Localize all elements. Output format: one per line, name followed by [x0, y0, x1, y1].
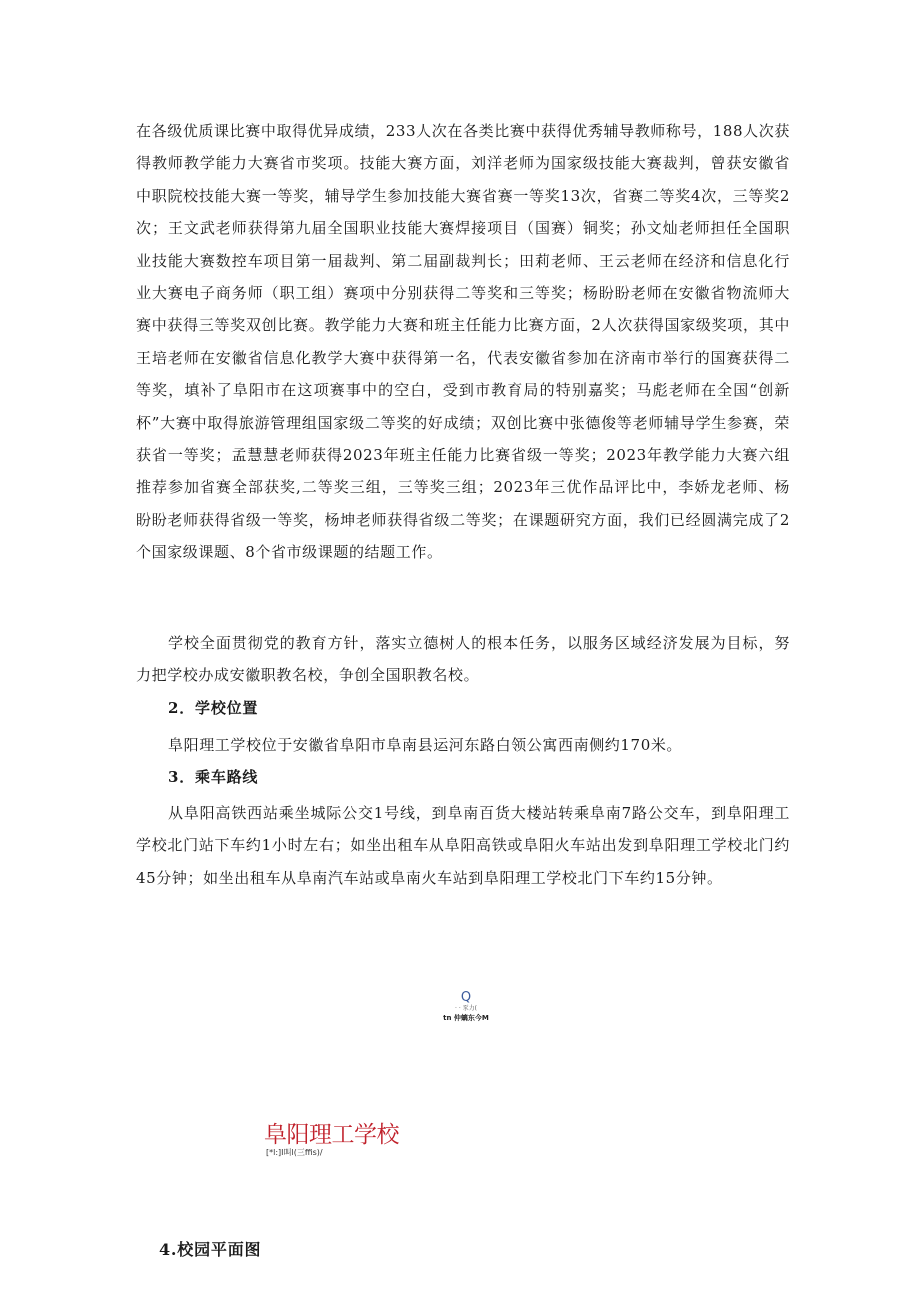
bus-route-paragraph: 从阜阳高铁西站乘坐城际公交1号线，到阜南百货大楼站转乘阜南7路公交车，到阜阳理工学校北门站下车约1小时左右；如坐出租车从阜阳高铁或阜阳火车站出发到阜阳理工学校北门约45分钟；如坐出租车从阜南汽车站或阜南火车站到阜阳理工学校北门下车约15分钟。 — [136, 804, 790, 887]
map-marker-label-top: · · 豕力( — [455, 1005, 477, 1012]
awards-paragraph: 在各级优质课比赛中取得优异成绩，233人次在各类比赛中获得优秀辅导教师称号，188人次获得教师教学能力大赛省市奖项。技能大赛方面，刘洋老师为国家级技能大赛裁判，曾获安徽省中职院校技能大赛一等奖，辅导学生参加技能大赛省赛一等奖13次，省赛二等奖4次，三等奖2次；王文武老师获得第九届全国职业技能大赛焊接项目（国赛）铜奖；孙文灿老师担任全国职业技能大赛数控车项目第一届裁判、第二届副裁判长；田莉老师、王云老师在经济和信息化行业大赛电子商务师（职工组）赛项中分别获得二等奖和三等奖；杨盼盼老师在安徽省物流师大赛中获得三等奖双创比赛。教学能力大赛和班主任能力比赛方面，2人次获得国家级奖项，其中王培老师在安徽省信息化教学大赛中获得第一名，代表安徽省参加在济南市举行的国赛获得二等奖，填补了阜阳市在这项赛事中的空白，受到市教育局的特别嘉奖；马彪老师在全国“创新杯”大赛中取得旅游管理组国家级二等奖的好成绩；双创比赛中张德俊等老师辅导学生参赛，荣获省一等奖；孟慧慧老师获得2023年班主任能力比赛省级一等奖；2023年教学能力大赛六组推荐参加省赛全部获奖,二等奖三组，三等奖三组；2023年三优作品评比中，李娇龙老师、杨盼盼老师获得省级一等奖，杨坤老师获得省级二等奖；在课题研究方面，我们已经圆满完成了2个国家级课题、8个省市级课题的结题工作。 — [136, 122, 790, 562]
map-marker-label-bottom: tn 仲螭东今M — [443, 1014, 489, 1022]
bus-route-heading: 3．乘车路线 — [168, 768, 259, 786]
campus-map-heading: 4.校园平面图 — [159, 1240, 262, 1259]
map-marker — [436, 990, 496, 1023]
mission-paragraph: 学校全面贯彻党的教育方针，落实立德树人的根本任务，以服务区域经济发展为目标，努力把学校办成安徽职教名校，争创全国职教名校。 — [136, 634, 790, 685]
map-pin-icon: Q — [460, 990, 472, 1005]
school-logo-subtitle: [*l:]I叫l(三ffis)/ — [266, 1148, 323, 1157]
school-logo-title: 阜阳理工学校 — [264, 1122, 399, 1148]
school-location-heading: 2．学校位置 — [168, 699, 259, 717]
school-location-paragraph: 阜阳理工学校位于安徽省阜阳市阜南县运河东路白领公寓西南侧约170米。 — [168, 736, 683, 754]
